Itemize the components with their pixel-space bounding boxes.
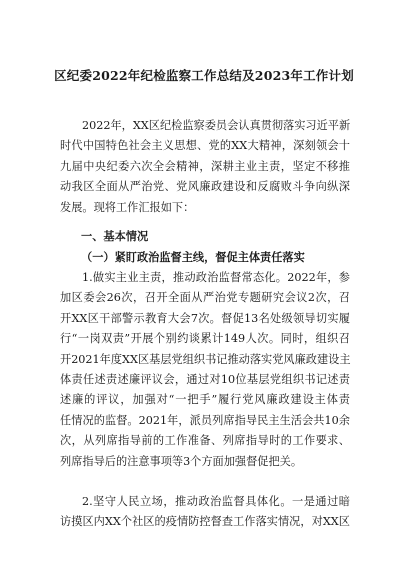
item2-line: 访摸区内XX个社区的疫情防控督查工作落实情况，对XX区 — [60, 515, 350, 529]
item1-line: 1.做实主业主责，推动政治监督常态化。2022年，参 — [82, 271, 350, 284]
intro-line: 时代中国特色社会主义思想、党的XX大精神，深刻领会十 — [60, 139, 350, 153]
item1-line: 开2021年度XX区基层党组织书记推动落实党风廉政建设主 — [60, 352, 351, 366]
subsection-heading: （一）紧盯政治监督主线，督促主体责任落实 — [81, 250, 305, 264]
item1-line: 行“一岗双责”开展个别约谈累计149人次。同时，组织召 — [60, 332, 350, 346]
item1-line: 加区委会26次，召开全面从严治党专题研究会议2次，召 — [60, 291, 350, 305]
item1-line: 任情况的监督。2021年，派员列席指导民主生活会共10余 — [60, 413, 350, 427]
intro-line: 动我区全面从严治党、党风廉政建设和反腐败斗争向纵深 — [60, 180, 350, 194]
intro-line: 2022年，XX区纪检监察委员会认真贯彻落实习近平新 — [82, 119, 351, 132]
item1-paragraph — [60, 268, 350, 472]
document-title: 区纪委2022年纪检监察工作总结及2023年工作计划 — [54, 68, 354, 83]
item1-line: 述廉的评议，加强对“一把手”履行党风廉政建设主体责 — [60, 393, 350, 407]
item1-line: 次，从列席指导前的工作准备、列席指导时的工作要求、 — [60, 434, 350, 448]
intro-paragraph — [60, 116, 350, 218]
intro-line: 发展。现将工作汇报如下： — [60, 200, 195, 214]
item2-line: 2.坚守人民立场，推动政治监督具体化。一是通过暗 — [82, 495, 350, 508]
intro-line: 九届中央纪委六次全会精神，深耕主业主责，坚定不移推 — [60, 159, 350, 173]
item1-line: 开XX区干部警示教育大会7次。督促13名处级领导切实履 — [60, 311, 350, 325]
item1-line: 列席指导后的注意事项等3个方面加强督促把关。 — [60, 454, 303, 468]
section-heading: 一、基本情况 — [81, 229, 149, 243]
item1-line: 体责任述责述廉评议会，通过对10位基层党组织书记述责 — [60, 373, 350, 387]
item2-paragraph — [60, 492, 350, 533]
